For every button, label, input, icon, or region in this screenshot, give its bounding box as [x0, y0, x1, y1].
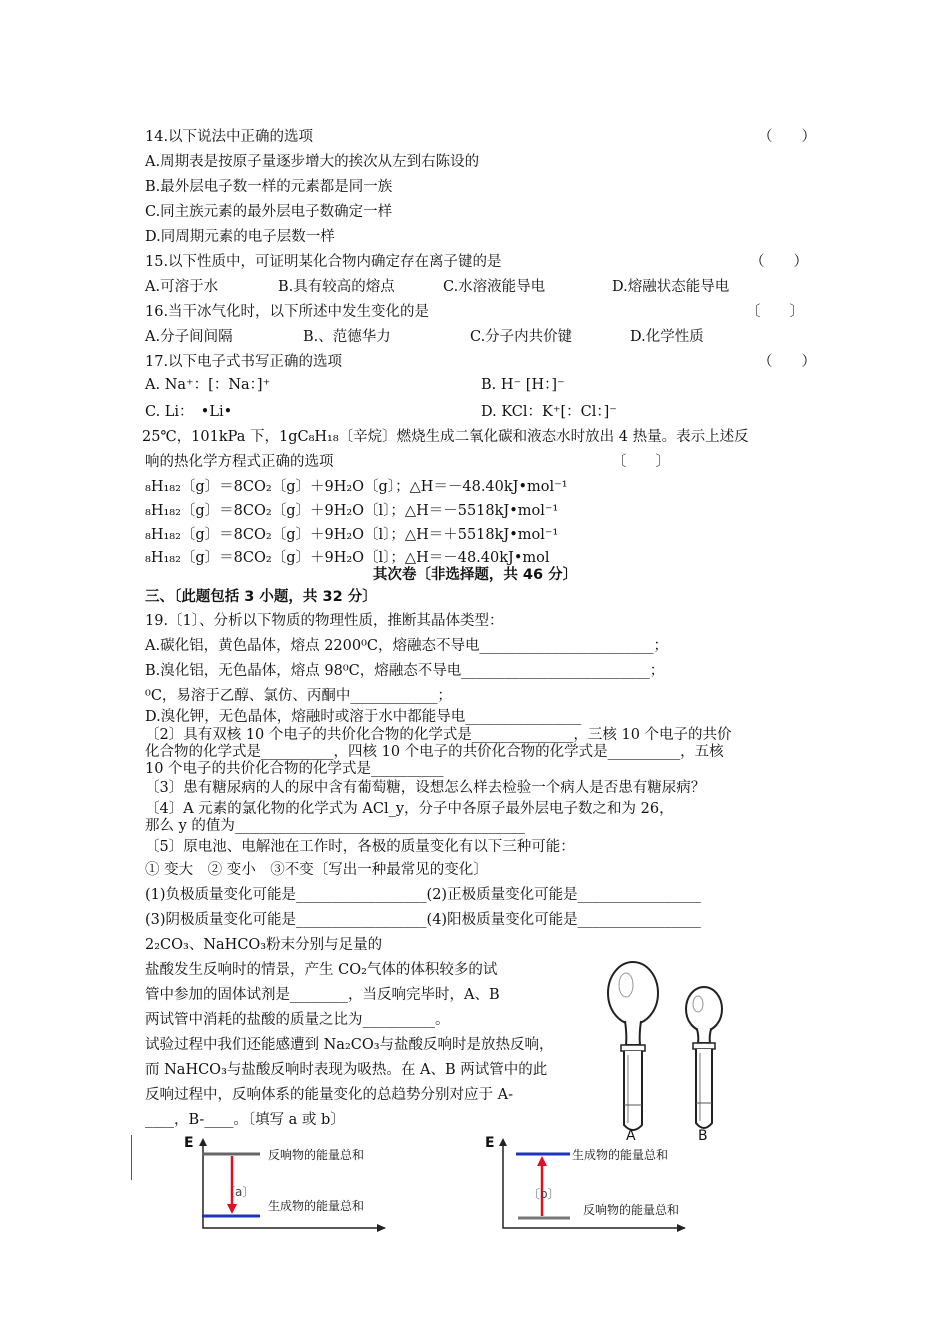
diagram-a-axis-label: E — [184, 1135, 194, 1151]
q18-eq-a: ₈H₁₈₂〔g〕＝8CO₂〔g〕＋9H₂O〔g〕；△H＝－48.40kJ•mol⁻¹ — [145, 479, 568, 495]
q14-option-c: C.同主族元素的最外层电子数确定一样 — [145, 204, 393, 220]
q20-line1-text: ₂CO₃、NaHCO₃粉末分别与足量的 — [154, 937, 383, 953]
q19-line10: 〔4〕A 元素的氯化物的化学式为 ACl_y，分子中各原子最外层电子数之和为 26， — [145, 801, 674, 817]
q20-line2: 盐酸发生反响时的情景，产生 CO₂气体的体积较多的试 — [145, 962, 498, 978]
test-tube-a-label: A — [626, 1128, 636, 1144]
q14-stem: 14.以下说法中正确的选项 — [145, 129, 314, 145]
q20-line7: 反响过程中，反响体系的能量变化的总趋势分别对应于 A- — [145, 1087, 513, 1103]
q19-line9: 〔3〕患有糖尿病的人的尿中含有葡萄糖，设想怎么样去检验一个病人是否患有糖尿病？ — [145, 780, 706, 796]
q19-line13: ① 变大 ② 变小 ③不变〔写出一种最常见的变化〕 — [145, 862, 488, 878]
diagram-a-top-label: 反响物的能量总和 — [268, 1148, 365, 1162]
diagram-a-tag: 〔a〕 — [223, 1185, 255, 1199]
q20-line3: 管中参加的固体试剂是________，当反响完毕时，A、B — [145, 987, 500, 1003]
q17-stem: 17.以下电子式书写正确的选项 — [145, 354, 343, 370]
q15-option-b: B.具有较高的熔点 — [278, 279, 395, 295]
q15-option-a: A.可溶于水 — [145, 279, 219, 295]
q15-stem: 15.以下性质中，可证明某化合物内确定存在离子键的是 — [145, 254, 502, 270]
q18-eq-b: ₈H₁₈₂〔g〕＝8CO₂〔g〕＋9H₂O〔l〕；△H＝－5518kJ•mol⁻¹ — [145, 503, 559, 519]
q19-line2: A.碳化铝，黄色晶体，熔点 2200⁰C，熔融态不导电________________________； — [145, 638, 668, 654]
q19-line7: 化合物的化学式是__________，四核 10 个电子的共价化合物的化学式是__________，五核 — [145, 744, 724, 760]
q19-line12: 〔5〕原电池、电解池在工作时，各极的质量变化有以下三种可能： — [145, 839, 575, 855]
q16-option-a: A.分子间间隔 — [145, 329, 233, 345]
q17-option-d: D. KCl：K⁺[：Cl：]⁻ — [481, 404, 617, 420]
q20-line1 — [145, 935, 382, 955]
part2-title: 其次卷〔非选择题，共 46 分〕 — [372, 567, 578, 583]
q18-line1: 25℃，101kPa 下，1gC₈H₁₈〔辛烷〕燃烧生成二氧化碳和液态水时放出 4 热量。表示上述反 — [142, 429, 749, 445]
q19-line3: B.溴化铝，无色晶体，熔点 98⁰C，熔融态不导电__________________________； — [145, 663, 665, 679]
q19-line14: (1)负极质量变化可能是__________________(2)正极质量变化可能是_________________ — [145, 887, 701, 903]
diagram-b-bottom-label: 反响物的能量总和 — [583, 1203, 680, 1217]
diagram-b-top-label: 生成物的能量总和 — [572, 1148, 669, 1162]
q14-option-a: A.周期表是按原子量逐步增大的挨次从左到右陈设的 — [145, 154, 480, 170]
q19-line1: 19.〔1〕、分析以下物质的物理性质，推断其晶体类型： — [145, 613, 504, 629]
q15-option-d: D.熔融状态能导电 — [612, 279, 730, 295]
q20-line5: 试验过程中我们还能感遭到 Na₂CO₃与盐酸反响时是放热反响， — [145, 1037, 554, 1053]
q16-answer-paren: 〔 〕 — [746, 304, 804, 320]
diagram-b-axis-label: E — [485, 1135, 495, 1151]
q20-line1-prefix: 2 — [145, 937, 155, 953]
diagram-b-tag: 〔b〕 — [528, 1187, 560, 1201]
q16-option-d: D.化学性质 — [630, 329, 704, 345]
q17-option-c: C. Li： •Li• — [145, 404, 233, 420]
q20-line4: 两试管中消耗的盐酸的质量之比为__________。 — [145, 1012, 450, 1028]
q19-line5: D.溴化钾，无色晶体，熔融时或溶于水中都能导电________________ — [145, 709, 582, 725]
q14-option-d: D.同周期元素的电子层数一样 — [145, 229, 335, 245]
q15-option-c: C.水溶液能导电 — [443, 279, 546, 295]
q19-line4: ⁰C，易溶于乙醇、氯仿、丙酮中____________； — [145, 688, 452, 704]
q15-answer-paren: （ ） — [750, 254, 808, 270]
q14-answer-paren: （ ） — [758, 129, 816, 145]
q20-line8: ____，B-____。〔填写 a 或 b〕 — [145, 1112, 345, 1128]
test-tube-b-label: B — [698, 1128, 708, 1144]
margin-rule — [131, 1135, 132, 1180]
q18-answer-paren: 〔 〕 — [612, 454, 670, 470]
q19-line15: (3)阴极质量变化可能是__________________(4)阳极质量变化可能是_________________ — [145, 912, 701, 928]
q18-eq-c: ₈H₁₈₂〔g〕＝8CO₂〔g〕＋9H₂O〔l〕；△H＝＋5518kJ•mol⁻¹ — [145, 527, 559, 543]
q16-stem: 16.当干冰气化时，以下所述中发生变化的是 — [145, 304, 430, 320]
q16-option-b: B.、范德华力 — [303, 329, 391, 345]
q19-line8: 10 个电子的共价化合物的化学式是__________ — [145, 761, 444, 777]
q14-option-b: B.最外层电子数一样的元素都是同一族 — [145, 179, 393, 195]
q17-answer-paren: （ ） — [758, 354, 816, 370]
q18-line2: 响的热化学方程式正确的选项 — [145, 454, 334, 470]
q18-eq-d: ₈H₁₈₂〔g〕＝8CO₂〔g〕＋9H₂O〔l〕；△H＝－48.40kJ•mol — [145, 550, 550, 566]
test-tube-a-figure — [600, 955, 670, 1140]
test-tube-b-figure — [680, 985, 730, 1135]
q19-line11: 那么 y 的值为________________________________________ — [145, 818, 525, 834]
q16-option-c: C.分子内共价键 — [470, 329, 573, 345]
q17-option-b: B. H⁻ [H：]⁻ — [481, 377, 565, 393]
q17-option-a: A. Na⁺：[：Na：]⁺ — [145, 377, 271, 393]
section3-heading: 三、〔此题包括 3 小题，共 32 分〕 — [145, 589, 377, 605]
q19-line6: 〔2〕具有双核 10 个电子的共价化合物的化学式是______________，三核 10 个电子的共价 — [145, 727, 732, 743]
q20-line6: 而 NaHCO₃与盐酸反响时表现为吸热。在 A、B 两试管中的此 — [145, 1062, 548, 1078]
diagram-a-bottom-label: 生成物的能量总和 — [268, 1199, 365, 1213]
